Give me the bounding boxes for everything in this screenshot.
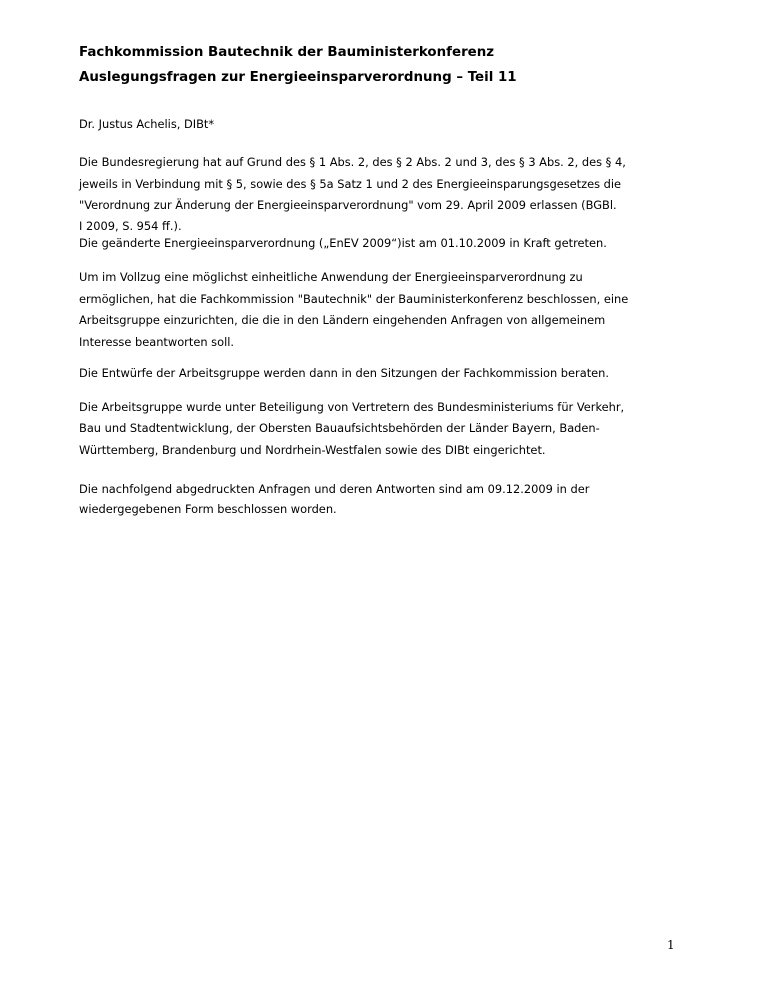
paragraph-line: Um im Vollzug eine möglichst einheitliche Anwendung der Energieeinsparverordnung zu: [79, 270, 583, 284]
paragraph-line: jeweils in Verbindung mit § 5, sowie des § 5a Satz 1 und 2 des Energieeinsparungsgesetzes die: [79, 177, 622, 191]
paragraph-line: Württemberg, Brandenburg und Nordrhein-Westfalen sowie des DIBt eingerichtet.: [79, 443, 546, 457]
author-line: Dr. Justus Achelis, DIBt*: [79, 117, 215, 131]
document-title-line-1: Fachkommission Bautechnik der Bauministerkonferenz: [79, 45, 495, 60]
paragraph-line: Die Arbeitsgruppe wurde unter Beteiligung von Vertretern des Bundesministeriums für Verkehr,: [79, 400, 625, 414]
paragraph-line: Interesse beantworten soll.: [79, 335, 235, 349]
paragraph-line: Die Entwürfe der Arbeitsgruppe werden dann in den Sitzungen der Fachkommission beraten.: [79, 366, 610, 380]
document-title-line-2: Auslegungsfragen zur Energieeinsparverordnung – Teil 11: [79, 70, 517, 85]
paragraph-line: "Verordnung zur Änderung der Energieeinsparverordnung" vom 29. April 2009 erlassen (BGBl.: [79, 198, 617, 212]
paragraph-line: Die nachfolgend abgedruckten Anfragen und deren Antworten sind am 09.12.2009 in der: [79, 482, 590, 496]
paragraph-line: Arbeitsgruppe einzurichten, die die in den Ländern eingehenden Anfragen von allgemeinem: [79, 313, 606, 327]
page-number: 1: [667, 938, 675, 952]
paragraph-line: Die geänderte Energieeinsparverordnung („EnEV 2009“)ist am 01.10.2009 in Kraft getreten.: [79, 236, 607, 250]
paragraph-line: Die Bundesregierung hat auf Grund des § 1 Abs. 2, des § 2 Abs. 2 und 3, des § 3 Abs. 2, des § 4,: [79, 155, 626, 169]
paragraph-line: I 2009, S. 954 ff.).: [79, 219, 182, 233]
paragraph-line: ermöglichen, hat die Fachkommission "Bautechnik" der Bauministerkonferenz beschlossen, eine: [79, 292, 629, 306]
paragraph-line: Bau und Stadtentwicklung, der Obersten Bauaufsichtsbehörden der Länder Bayern, Baden-: [79, 421, 600, 435]
paragraph-line: wiedergegebenen Form beschlossen worden.: [79, 502, 337, 516]
